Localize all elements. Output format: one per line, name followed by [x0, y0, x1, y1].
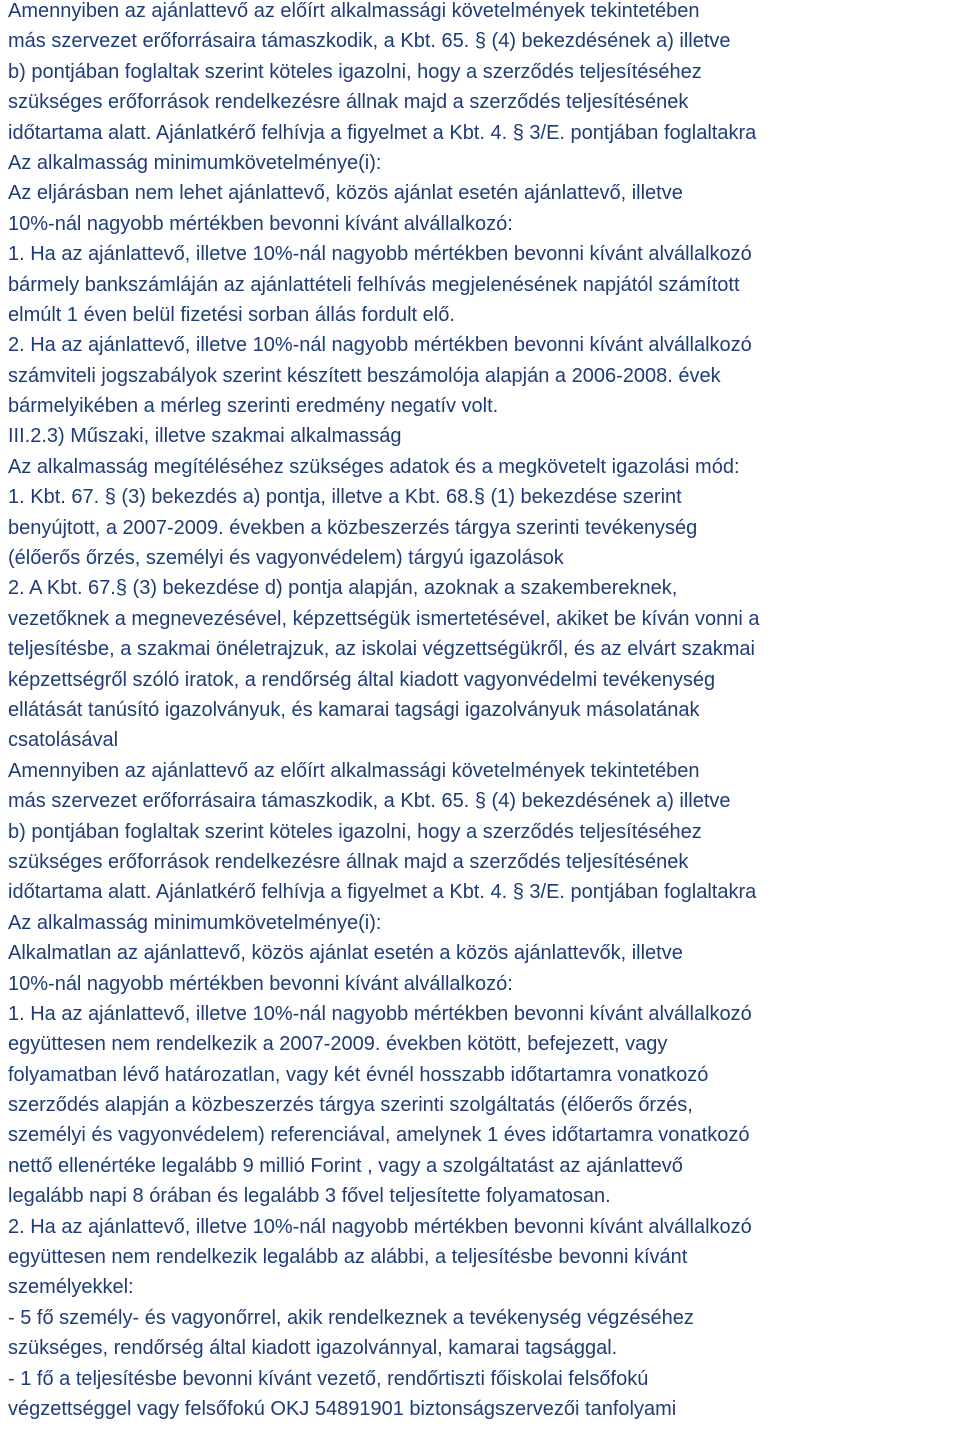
text-line: Alkalmatlan az ajánlattevő, közös ajánlat esetén a közös ajánlattevők, illetve: [8, 942, 683, 965]
text-line: 2. A Kbt. 67.§ (3) bekezdése d) pontja alapján, azoknak a szakembereknek,: [8, 577, 678, 600]
text-line: Amennyiben az ajánlattevő az előírt alkalmassági követelmények tekintetében: [8, 759, 700, 782]
text-line: (élőerős őrzés, személyi és vagyonvédelem) tárgyú igazolások: [8, 547, 564, 570]
text-line: 1. Ha az ajánlattevő, illetve 10%-nál nagyobb mértékben bevonni kívánt alvállalkozó: [8, 243, 752, 266]
text-line: 2. Ha az ajánlattevő, illetve 10%-nál nagyobb mértékben bevonni kívánt alvállalkozó: [8, 1215, 752, 1238]
text-line: benyújtott, a 2007-2009. években a közbeszerzés tárgya szerinti tevékenység: [8, 516, 698, 539]
text-line: 2. Ha az ajánlattevő, illetve 10%-nál nagyobb mértékben bevonni kívánt alvállalkozó: [8, 334, 752, 357]
text-line: személyi és vagyonvédelem) referenciával, amelynek 1 éves időtartamra vonatkozó: [8, 1124, 750, 1147]
text-line: időtartama alatt. Ajánlatkérő felhívja a figyelmet a Kbt. 4. § 3/E. pontjában foglaltakra: [8, 121, 757, 144]
text-line: b) pontjában foglaltak szerint köteles igazolni, hogy a szerződés teljesítéséhez: [8, 60, 702, 83]
text-line: b) pontjában foglaltak szerint köteles igazolni, hogy a szerződés teljesítéséhez: [8, 820, 702, 843]
text-line: Az eljárásban nem lehet ajánlattevő, közös ajánlat esetén ajánlattevő, illetve: [8, 182, 683, 205]
text-line: - 1 fő a teljesítésbe bevonni kívánt vezető, rendőrtiszti főiskolai felsőfokú: [8, 1367, 649, 1390]
text-line: végzettséggel vagy felsőfokú OKJ 54891901 biztonságszervezői tanfolyami: [8, 1397, 677, 1420]
text-line: számviteli jogszabályok szerint készített beszámolója alapján a 2006-2008. évek: [8, 364, 721, 387]
text-line: együttesen nem rendelkezik a 2007-2009. években kötött, befejezett, vagy: [8, 1033, 668, 1056]
text-line: teljesítésbe, a szakmai önéletrajzuk, az iskolai végzettségükről, és az elvárt szakmai: [8, 638, 756, 661]
text-line: nettő ellenértéke legalább 9 millió Forint , vagy a szolgáltatást az ajánlattevő: [8, 1154, 683, 1177]
text-line: időtartama alatt. Ajánlatkérő felhívja a figyelmet a Kbt. 4. § 3/E. pontjában foglaltakra: [8, 881, 757, 904]
text-line: csatolásával: [8, 729, 119, 752]
text-line: szükséges erőforrások rendelkezésre állnak majd a szerződés teljesítésének: [8, 850, 689, 873]
text-line: szerződés alapján a közbeszerzés tárgya szerinti szolgáltatás (élőerős őrzés,: [8, 1094, 693, 1117]
text-line: 10%-nál nagyobb mértékben bevonni kívánt alvállalkozó:: [8, 972, 513, 995]
text-line: 1. Kbt. 67. § (3) bekezdés a) pontja, illetve a Kbt. 68.§ (1) bekezdése szerint: [8, 486, 682, 509]
text-line: vezetőknek a megnevezésével, képzettségük ismertetésével, akiket be kíván vonni a: [8, 607, 760, 630]
text-line: ellátását tanúsító igazolványuk, és kamarai tagsági igazolványuk másolatának: [8, 698, 700, 721]
text-line: együttesen nem rendelkezik legalább az alábbi, a teljesítésbe bevonni kívánt: [8, 1246, 688, 1269]
section-heading: III.2.3) Műszaki, illetve szakmai alkalmasság: [8, 425, 402, 448]
text-line: más szervezet erőforrásaira támaszkodik, a Kbt. 65. § (4) bekezdésének a) illetve: [8, 790, 731, 813]
text-line: bármelyikében a mérleg szerinti eredmény negatív volt.: [8, 395, 499, 418]
text-line: - 5 fő személy- és vagyonőrrel, akik rendelkeznek a tevékenység végzéséhez: [8, 1306, 694, 1329]
text-line: Az alkalmasság megítéléséhez szükséges adatok és a megkövetelt igazolási mód:: [8, 455, 740, 478]
text-line: elmúlt 1 éven belül fizetési sorban állás fordult elő.: [8, 303, 455, 326]
text-line: 10%-nál nagyobb mértékben bevonni kívánt alvállalkozó:: [8, 212, 513, 235]
text-line: legalább napi 8 órában és legalább 3 fővel teljesítette folyamatosan.: [8, 1185, 611, 1208]
text-line: Amennyiben az ajánlattevő az előírt alkalmassági követelmények tekintetében: [8, 0, 700, 22]
text-line: bármely bankszámláján az ajánlattételi felhívás megjelenésének napjától számított: [8, 273, 740, 296]
text-line: szükséges, rendőrség által kiadott igazolvánnyal, kamarai tagsággal.: [8, 1337, 618, 1360]
text-line: személyekkel:: [8, 1276, 134, 1299]
text-line: szükséges erőforrások rendelkezésre állnak majd a szerződés teljesítésének: [8, 91, 689, 114]
text-line: képzettségről szóló iratok, a rendőrség által kiadott vagyonvédelmi tevékenység: [8, 668, 716, 691]
text-line: más szervezet erőforrásaira támaszkodik, a Kbt. 65. § (4) bekezdésének a) illetve: [8, 30, 731, 53]
text-line: 1. Ha az ajánlattevő, illetve 10%-nál nagyobb mértékben bevonni kívánt alvállalkozó: [8, 1002, 752, 1025]
document-body: [8, 0, 960, 1424]
section-heading: Az alkalmasság minimumkövetelménye(i):: [8, 911, 382, 934]
text-line: folyamatban lévő határozatlan, vagy két évnél hosszabb időtartamra vonatkozó: [8, 1063, 709, 1086]
section-heading: Az alkalmasság minimumkövetelménye(i):: [8, 151, 382, 174]
